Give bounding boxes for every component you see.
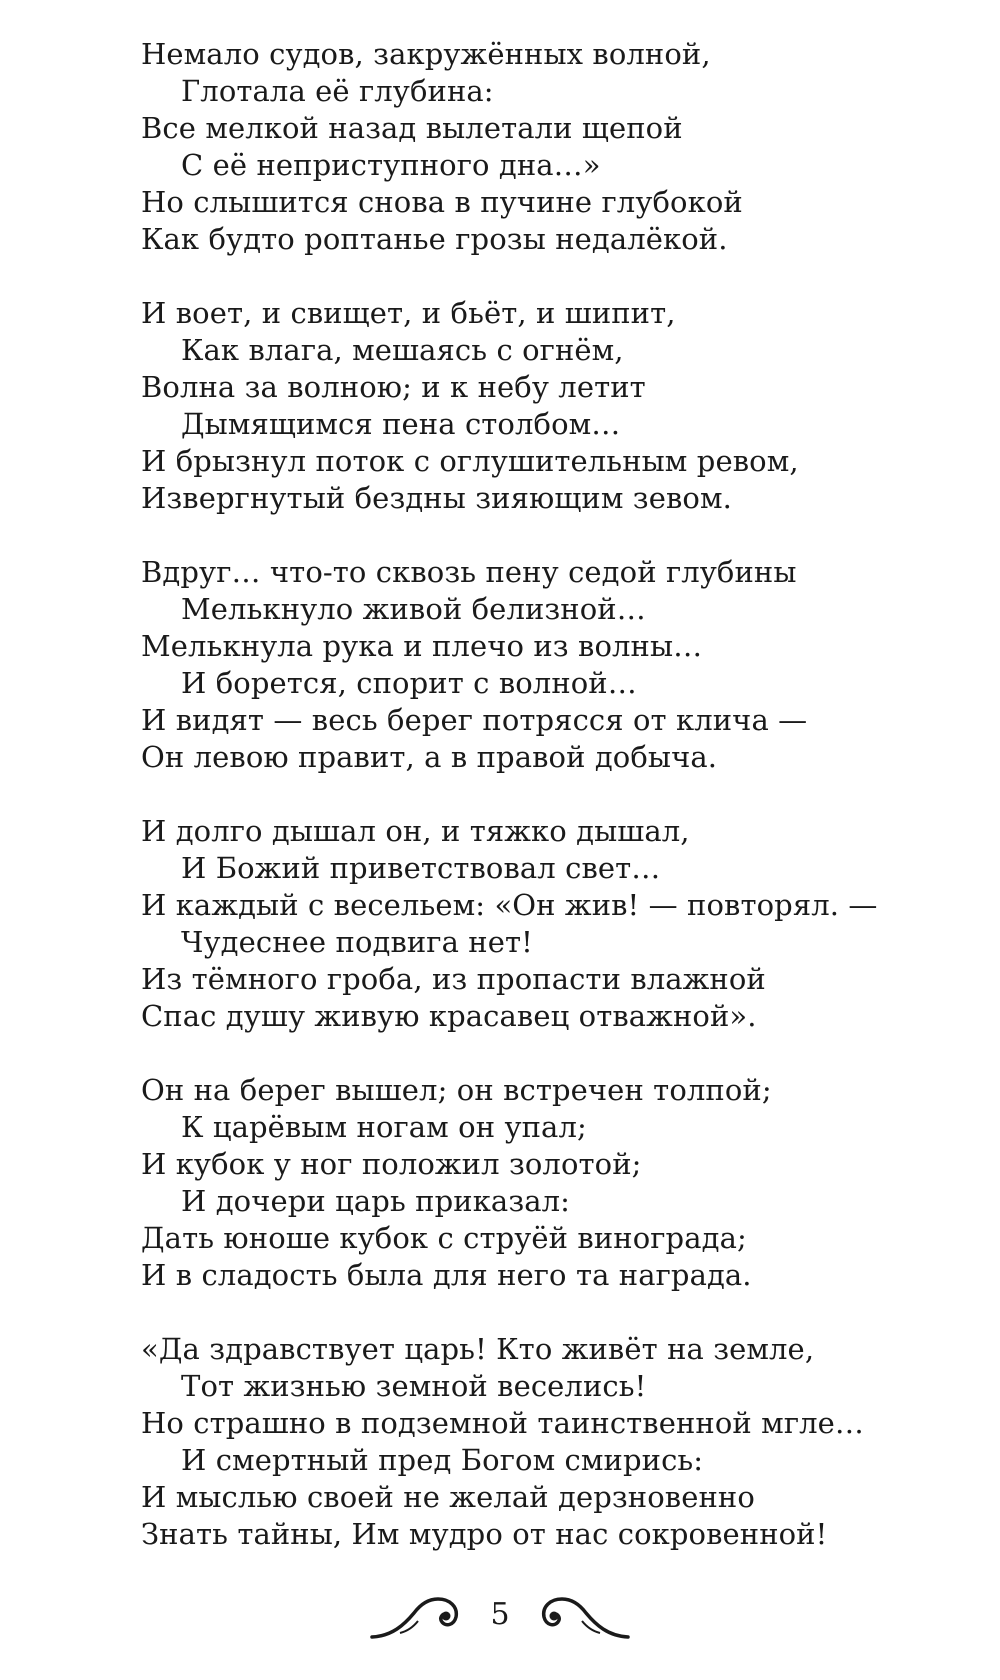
poem-line: Как будто роптанье грозы недалёкой. xyxy=(141,222,728,256)
poem-line: Дымящимся пена столбом… xyxy=(181,407,621,441)
poem-line: И Божий приветствовал свет… xyxy=(181,851,661,885)
poem-text xyxy=(141,36,971,1590)
poem-line: Знать тайны, Им мудро от нас сокровенной! xyxy=(141,1517,828,1551)
poem-line: И дочери царь приказал: xyxy=(181,1184,571,1218)
poem-line: И каждый с весельем: «Он жив! — повторял. — xyxy=(141,888,878,922)
poem-line: Вдруг… что-то сквозь пену седой глубины xyxy=(141,555,797,589)
swirl-ornament-icon xyxy=(370,1593,470,1643)
poem-line: Глотала её глубина: xyxy=(181,74,494,108)
page-number: 5 xyxy=(490,1597,510,1632)
poem-line: Мелькнула рука и плечо из волны… xyxy=(141,629,703,663)
poem-line: Спас душу живую красавец отважной». xyxy=(141,999,757,1033)
poem-line: Но страшно в подземной таинственной мгле… xyxy=(141,1406,864,1440)
poem-line: Дать юноше кубок с струёй винограда; xyxy=(141,1221,747,1255)
poem-line: Немало судов, закружённых волной, xyxy=(141,37,711,71)
poem-line: Чудеснее подвига нет! xyxy=(181,925,533,959)
poem-line: Он левою правит, а в правой добыча. xyxy=(141,740,718,774)
poem-line: Тот жизнью земной веселись! xyxy=(181,1369,647,1403)
stanza xyxy=(141,1072,971,1294)
poem-line: С её неприступного дна…» xyxy=(181,148,601,182)
poem-line: И мыслью своей не желай дерзновенно xyxy=(141,1480,755,1514)
poem-line: И борется, спорит с волной… xyxy=(181,666,637,700)
swirl-ornament-icon xyxy=(530,1593,630,1643)
poem-line: Все мелкой назад вылетали щепой xyxy=(141,111,683,145)
poem-line: И смертный пред Богом смирись: xyxy=(181,1443,704,1477)
poem-line: Извергнутый бездны зияющим зевом. xyxy=(141,481,732,515)
poem-line: Из тёмного гроба, из пропасти влажной xyxy=(141,962,766,996)
poem-line: Как влага, мешаясь с огнём, xyxy=(181,333,624,367)
stanza xyxy=(141,36,971,258)
poem-line: Волна за волною; и к небу летит xyxy=(141,370,646,404)
poem-line: К царёвым ногам он упал; xyxy=(181,1110,587,1144)
poem-line: Мелькнуло живой белизной… xyxy=(181,592,646,626)
poem-line: И воет, и свищет, и бьёт, и шипит, xyxy=(141,296,676,330)
poem-line: И брызнул поток с оглушительным ревом, xyxy=(141,444,799,478)
stanza xyxy=(141,813,971,1035)
stanza xyxy=(141,295,971,517)
poem-line: И видят — весь берег потрясся от клича — xyxy=(141,703,808,737)
poem-line: И долго дышал он, и тяжко дышал, xyxy=(141,814,690,848)
stanza xyxy=(141,1331,971,1553)
page-footer xyxy=(370,1585,630,1649)
poem-line: И кубок у ног положил золотой; xyxy=(141,1147,642,1181)
poem-line: Но слышится снова в пучине глубокой xyxy=(141,185,743,219)
stanza xyxy=(141,554,971,776)
poem-line: И в сладость была для него та награда. xyxy=(141,1258,752,1292)
poem-line: Он на берег вышел; он встречен толпой; xyxy=(141,1073,772,1107)
poem-line: «Да здравствует царь! Кто живёт на земле, xyxy=(141,1332,815,1366)
